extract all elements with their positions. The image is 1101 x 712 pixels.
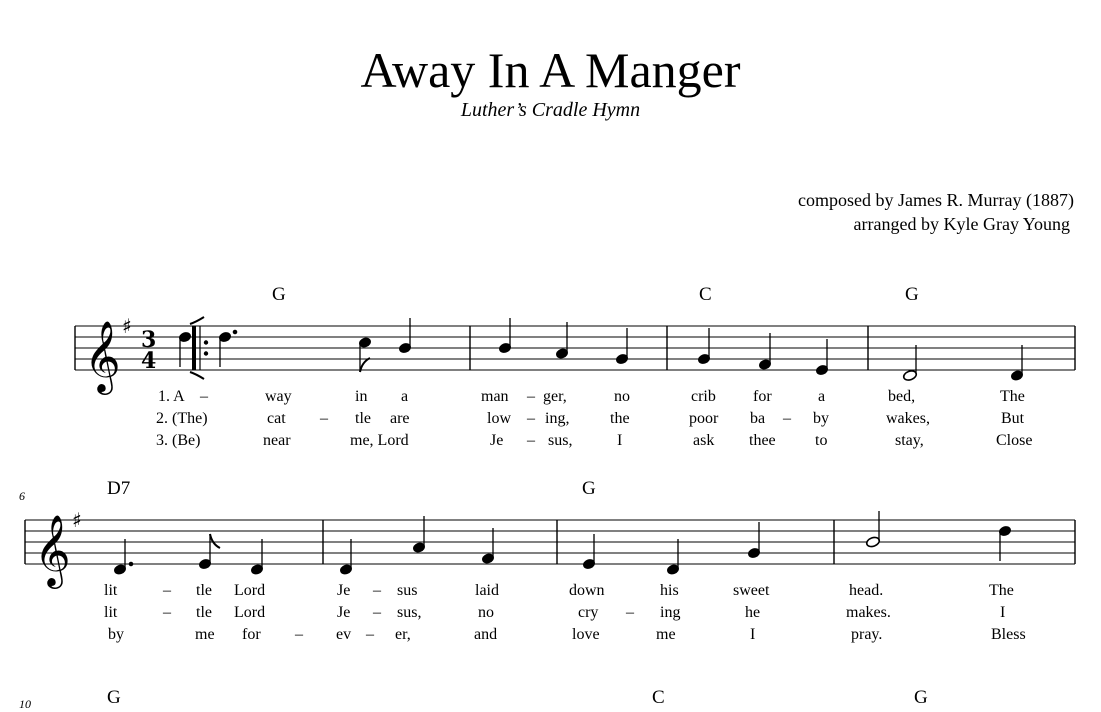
- score-title: Away In A Manger: [360, 42, 741, 98]
- lyric-syllable: me, Lord: [350, 432, 409, 449]
- arranger-credit: arranged by Kyle Gray Young: [853, 214, 1070, 234]
- lyric-syllable: man: [481, 388, 509, 405]
- lyric-syllable: The: [1000, 388, 1025, 405]
- lyric-syllable: Lord: [234, 582, 266, 599]
- lyric-syllable: wakes,: [886, 410, 930, 427]
- lyric-hyphen: –: [527, 432, 535, 449]
- system-3: [19, 687, 928, 711]
- lyric-syllable: in: [355, 388, 368, 405]
- chord-symbol: G: [914, 687, 928, 708]
- sharp-icon: ♯: [72, 508, 82, 532]
- lyric-syllable: Bless: [991, 626, 1026, 643]
- lyric-syllable: for: [242, 626, 261, 643]
- lyric-syllable: ba: [750, 410, 766, 427]
- treble-clef-icon: 𝄞: [84, 319, 121, 392]
- lyrics-verse-2: [156, 410, 1025, 427]
- lyric-syllable: are: [390, 410, 410, 427]
- lyric-hyphen: –: [373, 604, 381, 621]
- lyric-syllable: head.: [849, 582, 884, 599]
- lyric-syllable: low: [487, 410, 511, 427]
- lyric-syllable: stay,: [895, 432, 924, 449]
- chord-symbols: [107, 478, 596, 499]
- lyric-syllable: he: [745, 604, 761, 621]
- lyrics-verse-3: [108, 626, 1026, 643]
- lyric-syllable: by: [108, 626, 124, 643]
- lyric-syllable: me: [195, 626, 215, 643]
- lyric-syllable: crib: [691, 388, 716, 405]
- lyric-syllable: The: [989, 582, 1014, 599]
- lyric-hyphen: –: [163, 604, 171, 621]
- lyric-syllable: poor: [689, 410, 719, 427]
- lyric-syllable: a: [401, 388, 409, 405]
- lyric-syllable: Je: [337, 582, 351, 599]
- treble-clef-icon: 𝄞: [34, 513, 71, 586]
- lyric-syllable: 1. A: [158, 388, 185, 405]
- score-subtitle: Luther’s Cradle Hymn: [460, 99, 641, 121]
- lyric-syllable: the: [610, 410, 630, 427]
- lyric-syllable: sus,: [548, 432, 573, 449]
- lyric-syllable: 3. (Be): [156, 432, 201, 449]
- lyrics-verse-3: [156, 432, 1032, 449]
- lyric-hyphen: –: [320, 410, 328, 427]
- composer-credit: composed by James R. Murray (1887): [798, 190, 1074, 210]
- lyrics-verse-2: [104, 604, 1005, 621]
- lyric-syllable: ger,: [543, 388, 567, 405]
- lyric-syllable: tle: [355, 410, 371, 427]
- chord-symbol: G: [272, 284, 286, 305]
- lyric-syllable: 2. (The): [156, 410, 208, 427]
- chord-symbol: C: [699, 284, 712, 305]
- chord-symbol: C: [652, 687, 665, 708]
- sharp-icon: ♯: [122, 314, 132, 338]
- lyric-syllable: a: [818, 388, 826, 405]
- chord-symbol: D7: [107, 478, 131, 499]
- lyric-syllable: down: [569, 582, 605, 599]
- lyric-syllable: ev: [336, 626, 352, 643]
- measure-number: 10: [19, 697, 31, 711]
- lyric-hyphen: –: [783, 410, 791, 427]
- lyric-syllable: lit: [104, 582, 118, 599]
- lyric-syllable: sus,: [397, 604, 422, 621]
- time-signature-top: 3: [141, 327, 157, 353]
- notes: [178, 318, 1023, 382]
- lyric-syllable: Close: [996, 432, 1033, 449]
- lyric-syllable: I: [617, 432, 623, 449]
- lyric-syllable: ask: [693, 432, 715, 449]
- lyric-syllable: near: [263, 432, 291, 449]
- lyric-hyphen: –: [626, 604, 634, 621]
- lyric-hyphen: –: [373, 582, 381, 599]
- lyric-hyphen: –: [527, 388, 535, 405]
- staff-lines: [25, 520, 1075, 564]
- time-signature-bottom: 4: [141, 348, 157, 374]
- lyric-syllable: love: [572, 626, 600, 643]
- lyric-syllable: cat: [267, 410, 286, 427]
- lyric-syllable: his: [660, 582, 679, 599]
- lyric-syllable: by: [813, 410, 829, 427]
- lyric-syllable: tle: [196, 582, 212, 599]
- lyric-syllable: lit: [104, 604, 118, 621]
- lyric-hyphen: –: [295, 626, 303, 643]
- lyric-syllable: way: [265, 388, 292, 405]
- lyrics-verse-1: [104, 582, 1014, 599]
- lyric-syllable: But: [1001, 410, 1025, 427]
- lyric-syllable: me: [656, 626, 676, 643]
- chord-symbols: [272, 284, 919, 305]
- lyric-hyphen: –: [527, 410, 535, 427]
- lyric-syllable: no: [614, 388, 630, 405]
- lyrics-verse-1: [158, 388, 1025, 405]
- lyric-syllable: pray.: [851, 626, 883, 643]
- measure-number: 6: [19, 489, 25, 503]
- lyric-syllable: Lord: [234, 604, 266, 621]
- chord-symbol: G: [905, 284, 919, 305]
- system-2: [19, 478, 1075, 643]
- lyric-syllable: no: [478, 604, 494, 621]
- lyric-hyphen: –: [366, 626, 374, 643]
- lyric-syllable: I: [1000, 604, 1006, 621]
- lyric-syllable: for: [753, 388, 772, 405]
- lyric-syllable: ing,: [545, 410, 570, 427]
- lyric-syllable: to: [815, 432, 828, 449]
- lyric-syllable: Je: [490, 432, 504, 449]
- lyric-syllable: sweet: [733, 582, 770, 599]
- lyric-syllable: bed,: [888, 388, 916, 405]
- lyric-syllable: thee: [749, 432, 776, 449]
- lyric-hyphen: –: [163, 582, 171, 599]
- system-1: [75, 284, 1075, 449]
- lyric-syllable: I: [750, 626, 756, 643]
- chord-symbols: [107, 687, 928, 708]
- lyric-syllable: er,: [395, 626, 411, 643]
- lyric-syllable: laid: [475, 582, 499, 599]
- lyric-syllable: tle: [196, 604, 212, 621]
- lyric-syllable: cry: [578, 604, 599, 621]
- lyric-hyphen: –: [200, 388, 208, 405]
- lyric-syllable: ing: [660, 604, 681, 621]
- lyric-syllable: and: [474, 626, 498, 643]
- chord-symbol: G: [107, 687, 121, 708]
- lyric-syllable: makes.: [846, 604, 891, 621]
- lyric-syllable: Je: [337, 604, 351, 621]
- notes: [113, 511, 1011, 575]
- lyric-syllable: sus: [397, 582, 418, 599]
- chord-symbol: G: [582, 478, 596, 499]
